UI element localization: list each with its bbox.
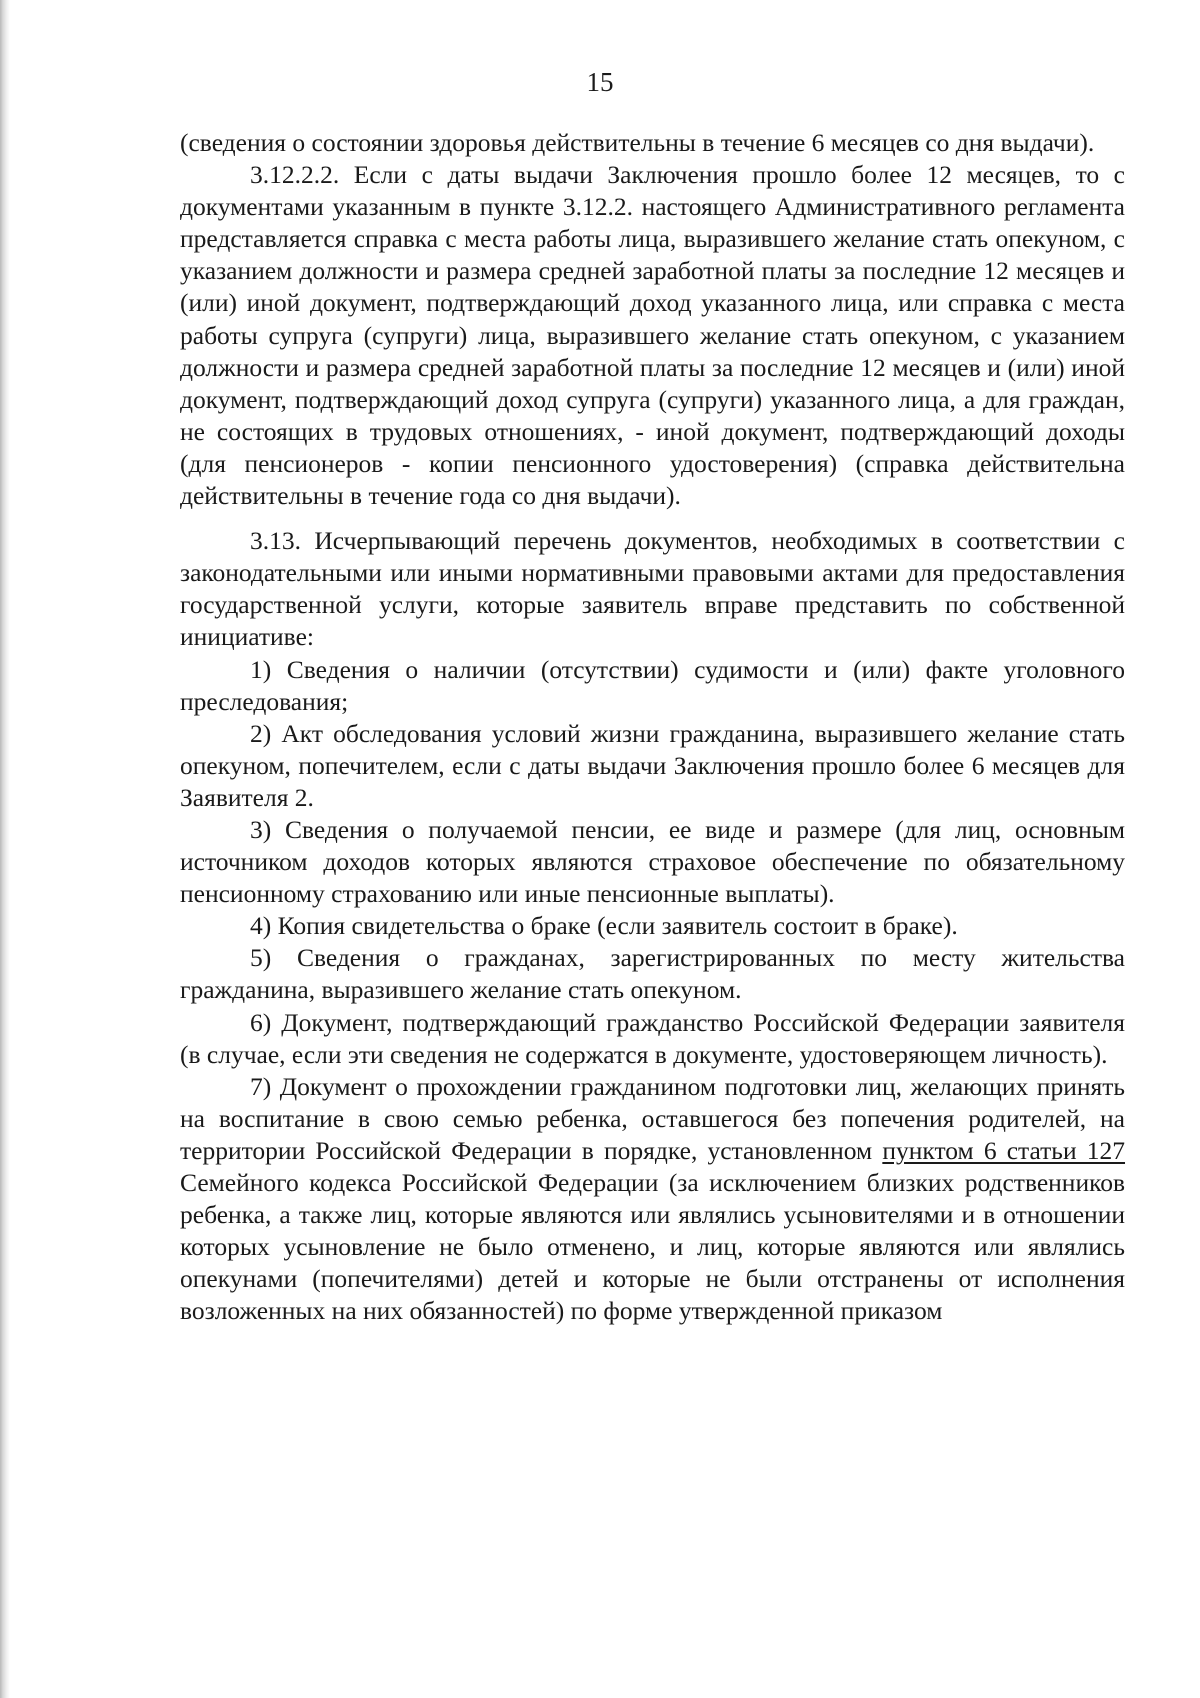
paragraph-3-13: 3.13. Исчерпывающий перечень документов, необходимых в соответствии с законодательными или иными нормативными правовыми актами для предоставления государственной услуги, которые заявитель вправе представить по собственной инициативе: [180, 526, 1125, 652]
paragraph-health-validity: (сведения о состоянии здоровья действительны в течение 6 месяцев со дня выдачи). [180, 128, 1095, 157]
list-item-7 [180, 1071, 1125, 1328]
list-item-3: 3) Сведения о получаемой пенсии, ее виде и размере (для лиц, основным источником доходов которых являются страховое обеспечение по обязательному пенсионному страхованию или иные пенсионные выплаты). [180, 814, 1125, 909]
page-number: 15 [586, 67, 614, 97]
list-item-5: 5) Сведения о гражданах, зарегистрированных по месту жительства гражданина, выразившего желание стать опекуном. [180, 943, 1125, 1005]
paragraph-3-12-2-2: 3.12.2.2. Если с даты выдачи Заключения прошло более 12 месяцев, то с документами указанным в пункте 3.12.2. настоящего Административного регламента представляется справка с места работы лица, выразившего желание стать опекуном, с указанием должности и размера средней заработной платы за последние 12 месяцев и (или) иной документ, подтверждающий доход указанного лица, или справка с места работы супруга (супруги) лица, выразившего желание стать опекуном, с указанием должности и размера средней заработной платы за последние 12 месяцев и (или) иной документ, подтверждающий доход супруга (супруги) указанного лица, а для граждан, не состоящих в трудовых отношениях, - иной документ, подтверждающий доходы (для пенсионеров - копии пенсионного удостоверения) (справка действительна действительны в течение года со дня выдачи). [180, 160, 1125, 511]
list-item-2: 2) Акт обследования условий жизни гражданина, выразившего желание стать опекуном, попечителем, если с даты выдачи Заключения прошло более 6 месяцев для Заявителя 2. [180, 718, 1125, 812]
list-item-4: 4) Копия свидетельства о браке (если заявитель состоит в браке). [250, 911, 958, 941]
list-item-1: 1) Сведения о наличии (отсутствии) судимости и (или) факте уголовного преследования; [180, 654, 1125, 716]
scan-edge-shadow [0, 0, 10, 1698]
list-item-7-text-after: Семейного кодекса Российской Федерации (за исключением близких родственников ребенка, а также лиц, которые являются или являлись усыновителями и в отношении которых усыновление не было отменено, и лиц, которые являются или являлись опекунами (попечителями) детей и которые не были отстранены от исполнения возложенных на них обязанностей) по форме утвержденной приказом [180, 1168, 1125, 1326]
document-body [180, 127, 1125, 1327]
family-code-article-link[interactable]: пунктом 6 статьи 127 [882, 1135, 1126, 1165]
list-item-7-text-before: 7) Документ о прохождении гражданином подготовки лиц, желающих принять на воспитание в свою семью ребенка, оставшегося без попечения родителей, на территории Российской Федерации в порядке, установленном [180, 1071, 1125, 1165]
list-item-6: 6) Документ, подтверждающий гражданство Российской Федерации заявителя (в случае, если эти сведения не содержатся в документе, удостоверяющем личность). [180, 1007, 1125, 1069]
